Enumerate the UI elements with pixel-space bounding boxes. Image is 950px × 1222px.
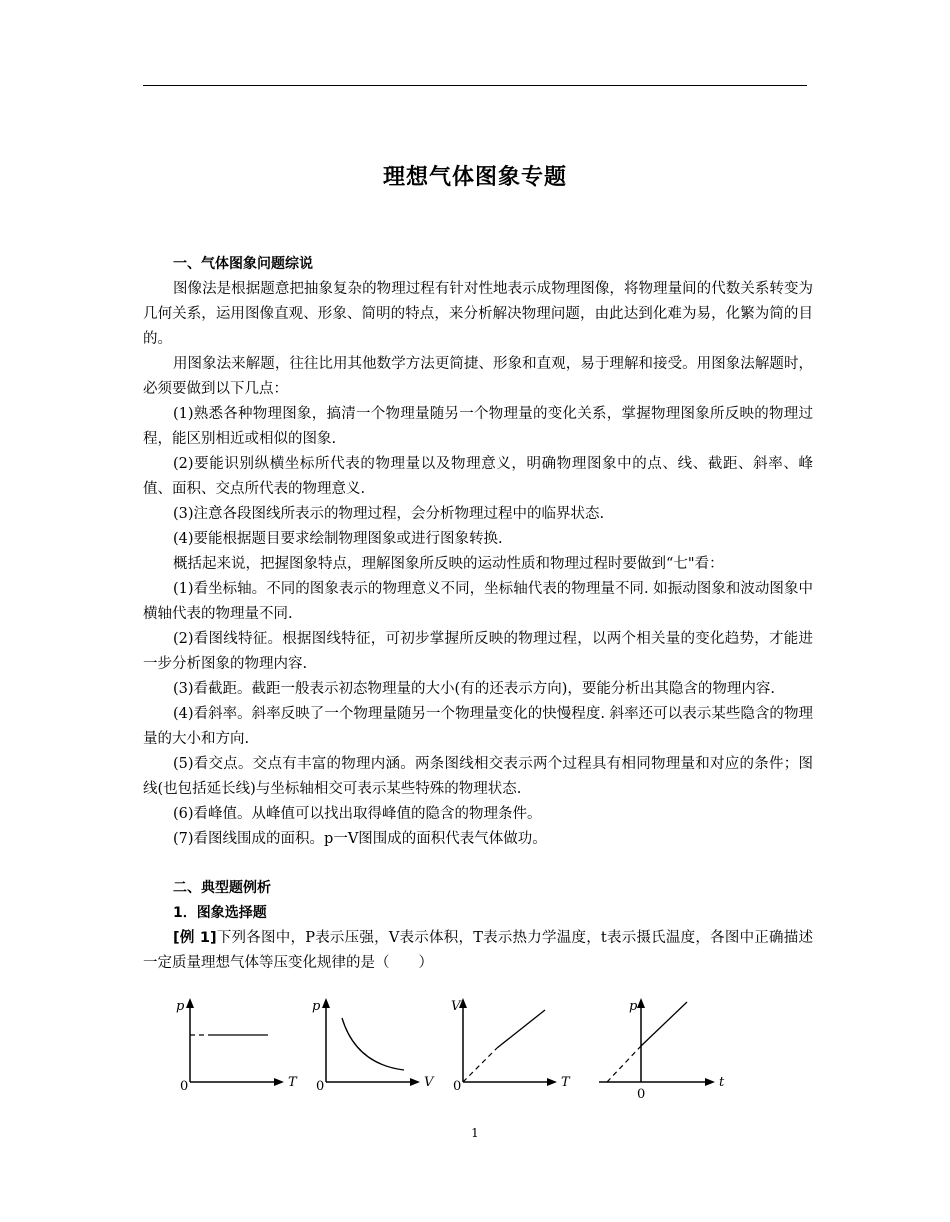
list-item: (3)注意各段图线所表示的物理过程，会分析物理过程中的临界状态. — [173, 506, 605, 522]
x-axis-label: t — [719, 1075, 725, 1090]
list-item: (1)熟悉各种物理图象，搞清一个物理量随另一个物理量的变化关系，掌握物理图象所反映的物理过程，能区别相近或相似的图象. — [143, 406, 813, 447]
answer-graphs — [160, 990, 740, 1100]
graph-a — [160, 990, 300, 1100]
document-body — [143, 252, 813, 976]
paragraph: 图像法是根据题意把抽象复杂的物理过程有针对性地表示成物理图像，将物理量间的代数关系转变为几何关系，运用图像直观、形象、简明的特点，来分析解决物理问题，由此达到化难为易，化繁为简的目的。 — [143, 281, 813, 347]
section-2-heading: 二、典型题例析 — [173, 880, 271, 896]
list-item: (3)看截距。截距一般表示初态物理量的大小(有的还表示方向)，要能分析出其隐含的物理内容. — [173, 681, 775, 697]
example-label: [例 1] — [173, 930, 217, 946]
spacer — [143, 852, 813, 876]
header-rule — [143, 85, 807, 86]
dashed-line — [607, 1046, 641, 1082]
list-item: (4)看斜率。斜率反映了一个物理量随另一个物理量变化的快慢程度. 斜率还可以表示某些隐含的物理量的大小和方向. — [143, 706, 813, 747]
graph-line — [497, 1010, 545, 1048]
origin-label: 0 — [180, 1079, 189, 1094]
y-axis-label: V — [451, 999, 461, 1014]
graph-curve — [342, 1018, 404, 1070]
y-axis-label: p — [176, 999, 185, 1014]
x-axis-arrow — [274, 1078, 284, 1086]
y-axis-label: p — [312, 999, 321, 1014]
page-title: 理想气体图象专题 — [382, 165, 567, 190]
example-question — [143, 926, 813, 976]
list-item: (2)要能识别纵横坐标所代表的物理量以及物理意义，明确物理图象中的点、线、截距、斜率、峰值、面积、交点所代表的物理意义. — [143, 456, 813, 497]
graph-b — [300, 990, 440, 1100]
example-text: 下列各图中，P表示压强，V表示体积，T表示热力学温度，t表示摄氏温度，各图中正确描述一定质量理想气体等压变化规律的是（ ） — [143, 930, 813, 971]
list-item: (6)看峰值。从峰值可以找出取得峰值的隐含的物理条件。 — [173, 806, 542, 822]
list-item: (5)看交点。交点有丰富的物理内涵。两条图线相交表示两个过程具有相同物理量和对应的条件；图线(也包括延长线)与坐标轴相交可表示某些特殊的物理状态. — [143, 756, 813, 797]
y-axis-label: p — [629, 999, 638, 1014]
paragraph: 用图象法来解题，往往比用其他数学方法更简捷、形象和直观，易于理解和接受。用图象法解题时，必须要做到以下几点： — [143, 356, 813, 397]
x-axis-label: V — [424, 1075, 434, 1090]
list-item: (2)看图线特征。根据图线特征，可初步掌握所反映的物理过程，以两个相关量的变化趋势，才能进一步分析图象的物理内容. — [143, 631, 813, 672]
subheading: 1．图象选择题 — [173, 905, 267, 921]
list-item: (4)要能根据题目要求绘制物理图象或进行图象转换. — [173, 531, 503, 547]
origin-label: 0 — [637, 1087, 646, 1102]
x-axis-label: T — [561, 1075, 570, 1090]
x-axis-arrow — [547, 1078, 557, 1086]
graph-line — [641, 1002, 687, 1046]
dashed-line — [463, 1048, 497, 1082]
paragraph: 概括起来说，把握图象特点，理解图象所反映的运动性质和物理过程时要做到“七"看： — [173, 556, 724, 572]
origin-label: 0 — [453, 1079, 462, 1094]
graph-c — [445, 990, 585, 1100]
section-1-heading: 一、气体图象问题综说 — [173, 256, 313, 272]
y-axis-arrow — [186, 998, 194, 1008]
y-axis-arrow — [322, 998, 330, 1008]
origin-label: 0 — [316, 1079, 325, 1094]
x-axis-label: T — [288, 1075, 297, 1090]
list-item: (7)看图线围成的面积。p一V图围成的面积代表气体做功。 — [173, 831, 547, 847]
list-item: (1)看坐标轴。不同的图象表示的物理意义不同，坐标轴代表的物理量不同. 如振动图象和波动图象中横轴代表的物理量不同. — [143, 581, 813, 622]
x-axis-arrow — [705, 1078, 715, 1086]
page-number: 1 — [471, 1126, 479, 1140]
x-axis-arrow — [410, 1078, 420, 1086]
y-axis-arrow — [637, 998, 645, 1008]
graph-d — [595, 990, 745, 1100]
